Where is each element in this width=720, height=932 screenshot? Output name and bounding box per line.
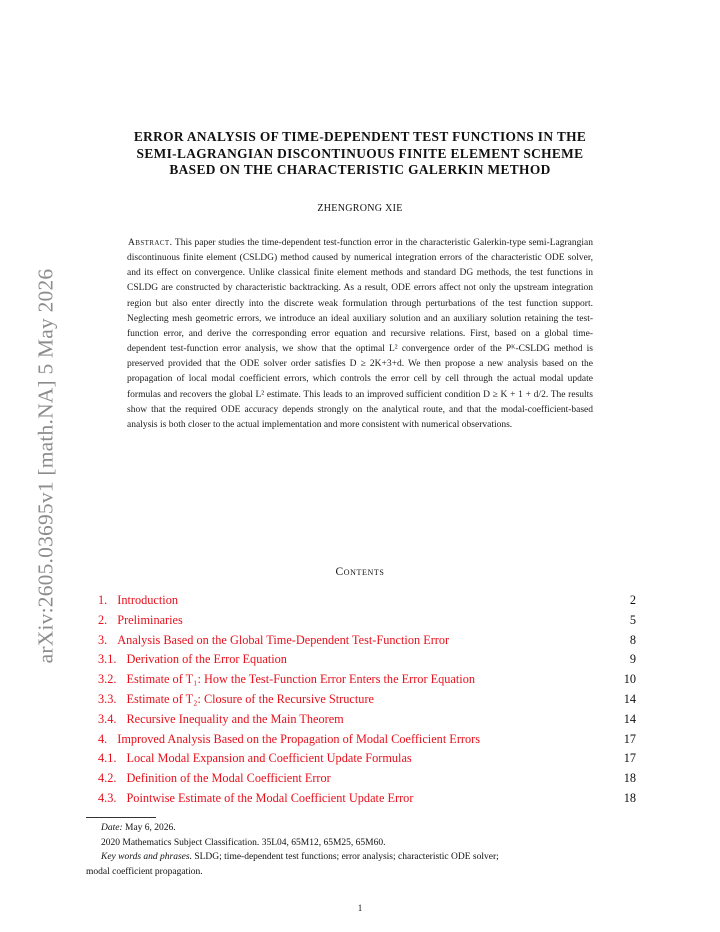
- toc-row: [98, 791, 636, 811]
- footnote-date: Date: May 6, 2026.: [101, 823, 176, 833]
- toc-section-title: Analysis Based on the Global Time-Dependent Test-Function Error: [117, 632, 450, 647]
- date-value: May 6, 2026.: [125, 823, 176, 833]
- toc-link[interactable]: [98, 791, 413, 806]
- footnote-msc: [86, 836, 636, 851]
- toc-row: [98, 712, 636, 732]
- toc-page-number: 5: [629, 612, 636, 627]
- title-line-2: SEMI-LAGRANGIAN DISCONTINUOUS FINITE ELEMENT SCHEME: [136, 145, 584, 161]
- toc-link[interactable]: [98, 751, 412, 766]
- toc-link[interactable]: [98, 692, 374, 707]
- toc-page-number: 8: [629, 632, 636, 647]
- table-of-contents: [98, 593, 636, 811]
- toc-row: [98, 613, 636, 633]
- abstract-text: This paper studies the time-dependent test-function error in the characteristic Galerkin-type semi-Lagrangian discontinuous finite element (CSLDG) method caused by numerical integration errors of the characteristic ODE solver, and its effect on convergence. Unlike classical finite element methods and standard DG methods, the test functions in CSLDG are constructed by characteristic backtracking. As a result, ODE errors affect not only the upstream integration region but also enter directly into the discrete weak formulation through perturbations of the test function support. Neglecting mesh geometric errors, we introduce an ideal auxiliary solution and an auxiliary solution retaining the test-function error, and derive the corresponding error equation and recursive relations. First, based on a global time-dependent test-function error analysis, we show that the optimal L² convergence order of the Pᴷ-CSLDG method is preserved provided that the ODE solver order satisfies D ≥ 2K+3+d. We then propose a new analysis based on the propagation of local modal coefficient errors, which controls the error cell by cell through the actual modal update formulas and recovers the global L² estimate. This leads to an improved sufficient condition D ≥ K + 1 + d/2. The results show that the required ODE accuracy depends strongly on the analytical route, and that the modal-coefficient-based analysis is both closer to the actual implementation and more consistent with numerical observations.: [127, 238, 593, 430]
- toc-link[interactable]: [98, 771, 331, 786]
- toc-row: [98, 692, 636, 712]
- toc-page-number: 10: [623, 672, 636, 687]
- toc-section-number: 4.: [98, 731, 108, 746]
- toc-section-title: Recursive Inequality and the Main Theorem: [126, 711, 344, 726]
- toc-page-number: 9: [629, 652, 636, 667]
- paper-title: [80, 129, 640, 179]
- arxiv-identifier-stamp: arXiv:2605.03695v1 [math.NA] 5 May 2026: [33, 268, 58, 664]
- toc-row: [98, 672, 636, 692]
- toc-page-number: 17: [623, 751, 636, 766]
- toc-section-title: Improved Analysis Based on the Propagation of Modal Coefficient Errors: [117, 731, 481, 746]
- toc-page-number: 18: [623, 771, 636, 786]
- toc-section-title: Pointwise Estimate of the Modal Coefficient Update Error: [126, 790, 414, 805]
- toc-section-number: 3.4.: [98, 711, 117, 726]
- msc-value: 35L04, 65M12, 65M25, 65M60.: [261, 837, 386, 848]
- footnotes: [86, 821, 636, 879]
- toc-section-title: Preliminaries: [117, 612, 183, 627]
- title-line-1: ERROR ANALYSIS OF TIME-DEPENDENT TEST FUNCTIONS IN THE: [133, 129, 587, 144]
- toc-section-number: 3.: [98, 632, 108, 647]
- toc-row: [98, 652, 636, 672]
- toc-section-number: 4.1.: [98, 751, 117, 766]
- toc-link[interactable]: [98, 652, 287, 667]
- toc-section-number: 4.3.: [98, 790, 117, 805]
- author-name: ZHENGRONG XIE: [317, 203, 403, 214]
- title-line-3: BASED ON THE CHARACTERISTIC GALERKIN METHOD: [169, 162, 551, 177]
- contents-heading: Contents: [335, 566, 385, 578]
- toc-section-number: 3.2.: [98, 672, 117, 687]
- toc-section-title: Local Modal Expansion and Coefficient Update Formulas: [126, 751, 412, 766]
- toc-row: [98, 633, 636, 653]
- toc-section-number: 1.: [98, 593, 108, 607]
- toc-section-title: Estimate of T₁: How the Test-Function Error Enters the Error Equation: [126, 672, 476, 687]
- abstract: [127, 236, 593, 433]
- toc-row: [98, 771, 636, 791]
- keywords-label: Key words and phrases.: [101, 852, 192, 862]
- toc-section-title: Introduction: [117, 593, 179, 607]
- toc-section-number: 3.1.: [98, 652, 117, 667]
- page-number: 1: [357, 903, 363, 913]
- toc-row: [98, 751, 636, 771]
- toc-link[interactable]: [98, 613, 183, 628]
- footnote-keywords: [86, 850, 636, 865]
- toc-link[interactable]: [98, 633, 449, 648]
- footnote-rule: [86, 817, 156, 818]
- toc-page-number: 14: [623, 691, 636, 706]
- toc-row: [98, 593, 636, 613]
- toc-page-number: 14: [623, 711, 636, 726]
- toc-section-number: 3.3.: [98, 691, 117, 706]
- toc-page-number: 18: [623, 790, 636, 805]
- toc-link[interactable]: [98, 593, 178, 608]
- toc-section-title: Derivation of the Error Equation: [126, 652, 287, 667]
- toc-section-number: 2.: [98, 612, 108, 627]
- toc-section-title: Definition of the Modal Coefficient Error: [126, 771, 331, 786]
- toc-link[interactable]: [98, 712, 344, 727]
- date-label: Date: [101, 823, 120, 833]
- abstract-label: Abstract.: [128, 238, 173, 248]
- keywords-line-1: SLDG; time-dependent test functions; error analysis; characteristic ODE solver;: [194, 852, 499, 862]
- msc-label: 2020 Mathematics Subject Classification.: [101, 837, 260, 848]
- footnote-keywords-continued: [86, 865, 636, 880]
- toc-link[interactable]: [98, 672, 475, 687]
- toc-page-number: 2: [629, 593, 636, 607]
- keywords-line-2: modal coefficient propagation.: [86, 866, 203, 877]
- toc-link[interactable]: [98, 732, 480, 747]
- toc-section-title: Estimate of T₂: Closure of the Recursive Structure: [126, 691, 374, 706]
- toc-row: [98, 732, 636, 752]
- toc-section-number: 4.2.: [98, 771, 117, 786]
- toc-page-number: 17: [623, 731, 636, 746]
